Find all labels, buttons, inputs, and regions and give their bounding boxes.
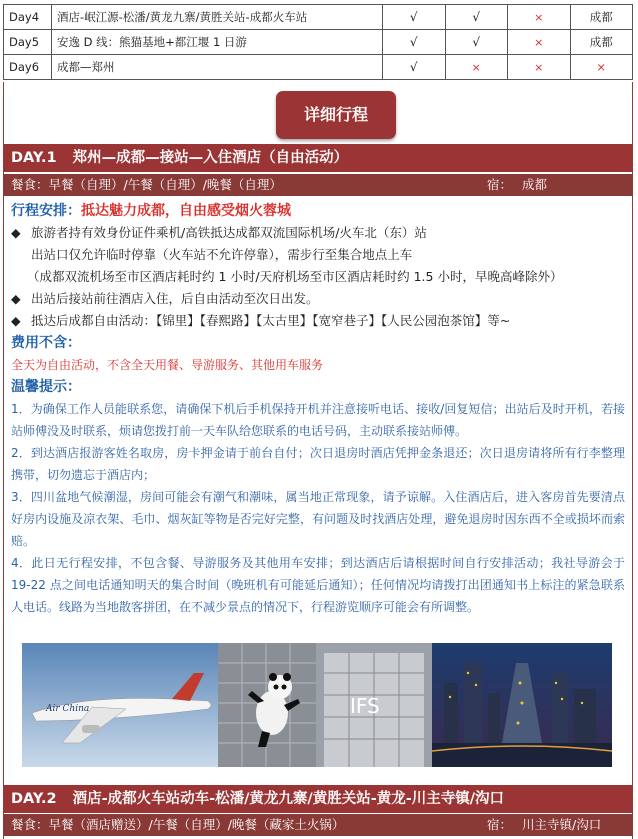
cross-mark-icon: ×	[534, 61, 544, 74]
day1-header	[3, 144, 633, 172]
summary-route: 成都—郑州	[52, 55, 383, 80]
cross-mark-icon: ×	[534, 36, 544, 49]
summary-dinner-mark	[508, 30, 571, 55]
schedule-bullet-1-cont: 出站口仅允许临时停靠（火车站不允许停靠），需步行至集合地点上车	[31, 247, 413, 262]
summary-dinner-mark	[508, 5, 571, 30]
day1-title: 郑州—成都—接站—入住酒店（自由活动）	[72, 150, 349, 166]
summary-day: Day6	[4, 55, 52, 80]
building-text: IFS	[350, 694, 380, 718]
tip-2: 2．到达酒店报游客姓名取房，房卡押金请于前台自付；次日退房时酒店凭押金条退还；次日退房请将所有行李整理携带，切勿遗忘于酒店内；	[11, 446, 625, 482]
summary-day: Day4	[4, 5, 52, 30]
day1-meal-bar	[3, 174, 633, 196]
day2-meals: 餐食：早餐（酒店赠送）/午餐（自理）/晚餐（藏家土火锅）	[11, 817, 345, 832]
summary-lunch-mark	[445, 30, 508, 55]
day2-stay: 宿： 川主寺镇/沟口	[487, 817, 602, 832]
exclusions-heading: 费用不含：	[11, 335, 81, 351]
airline-text: Air China	[46, 704, 90, 714]
schedule-bullet-1: ◆ 旅游者持有效身份证件乘机/高铁抵达成都双流国际机场/火车北（东）站	[11, 222, 625, 244]
check-mark-icon: √	[409, 35, 418, 49]
schedule-highlight: 抵达魅力成都，自由感受烟火蓉城	[81, 203, 291, 219]
summary-lunch-mark	[445, 55, 508, 80]
cross-mark-icon: ×	[471, 61, 481, 74]
tip-1: 1．为确保工作人员能联系您，请确保下机后手机保持开机并注意接听电话、接收/回复短信；出站后及时开机，若接站师傅没及时联系，烦请您拨打前一天车队给您联系的电话号码，主动联系接站师傅。	[11, 402, 625, 438]
day1-meals: 餐食：早餐（自理）/午餐（自理）/晚餐（自理）	[11, 177, 282, 192]
summary-hotel: 成都	[570, 5, 633, 30]
summary-hotel: 成都	[570, 30, 633, 55]
day1-stay: 宿： 成都	[487, 177, 548, 192]
check-mark-icon: √	[472, 35, 481, 49]
schedule-bullet-2: ◆ 出站后接站前往酒店入住，后自由活动至次日出发。	[11, 288, 625, 310]
photo-strip	[22, 643, 612, 767]
itinerary-summary-table	[3, 4, 633, 80]
summary-row	[4, 30, 633, 55]
tips-heading: 温馨提示：	[11, 379, 81, 395]
exclusions-text: 全天为自由活动，不含全天用餐、导游服务、其他用车服务	[11, 358, 324, 372]
day1-number: DAY.1	[11, 150, 57, 166]
city-night-photo	[432, 643, 612, 767]
summary-breakfast-mark	[383, 55, 446, 80]
summary-hotel: ×	[570, 55, 633, 80]
day2-title: 酒店-成都火车站动车-松潘/黄龙九寨/黄胜关站-黄龙-川主寺镇/沟口	[72, 791, 505, 807]
check-mark-icon: √	[409, 60, 418, 74]
summary-dinner-mark	[508, 55, 571, 80]
schedule-heading: 行程安排：抵达魅力成都，自由感受烟火蓉城	[11, 203, 291, 219]
cross-mark-icon: ×	[534, 11, 544, 24]
tip-4: 4．此日无行程安排，不包含餐、导游服务及其他用车安排；到达酒店后请根据时间自行安排活动；我社导游会于 19-22 点之间电话通知明天的集合时间（晚班机有可能延后通知）；任何情况均请拨打出团通知书上标注的紧急联系人电话。线路为当地散客拼团，在不减少景点的情况下，行程游览顺序可能会有所调整。	[11, 556, 625, 614]
airplane-photo	[22, 643, 218, 767]
summary-route: 酒店-岷江源-松潘/黄龙九寨/黄胜关站-成都火车站	[52, 5, 383, 30]
summary-breakfast-mark	[383, 30, 446, 55]
day1-content	[11, 200, 625, 618]
day2-meal-bar	[3, 814, 633, 836]
check-mark-icon: √	[409, 10, 418, 24]
schedule-bullet-1-note: （成都双流机场至市区酒店耗时约 1 小时/天府机场至市区酒店耗时约 1.5 小时，早晚高峰除外）	[27, 269, 563, 284]
summary-row	[4, 5, 633, 30]
tip-3: 3．四川盆地气候潮湿，房间可能会有潮气和潮味，属当地正常现象，请予谅解。入住酒店后，进入客房首先要清点好房内设施及凉衣架、毛巾、烟灰缸等物是否完好完整，有问题及时找酒店处理，避免退房时因东西不全或损坏而索赔。	[11, 490, 625, 548]
summary-breakfast-mark	[383, 5, 446, 30]
panda-building-photo	[218, 643, 316, 767]
day2-number: DAY.2	[11, 791, 57, 807]
summary-route: 安逸 D 线：熊猫基地+都江堰 1 日游	[52, 30, 383, 55]
check-mark-icon: √	[472, 10, 481, 24]
day2-header	[3, 785, 633, 813]
summary-lunch-mark	[445, 5, 508, 30]
diamond-bullet-icon: ◆	[11, 291, 21, 306]
schedule-bullet-3: ◆ 抵达后成都自由活动：【锦里】【春熙路】【太古里】【宽窄巷子】【人民公园泡茶馆】等~	[11, 310, 625, 332]
diamond-bullet-icon: ◆	[11, 313, 21, 328]
summary-day: Day5	[4, 30, 52, 55]
summary-row	[4, 55, 633, 80]
ifs-building-photo	[316, 643, 432, 767]
diamond-bullet-icon: ◆	[11, 225, 21, 240]
detail-itinerary-button[interactable]: 详细行程	[276, 91, 396, 139]
